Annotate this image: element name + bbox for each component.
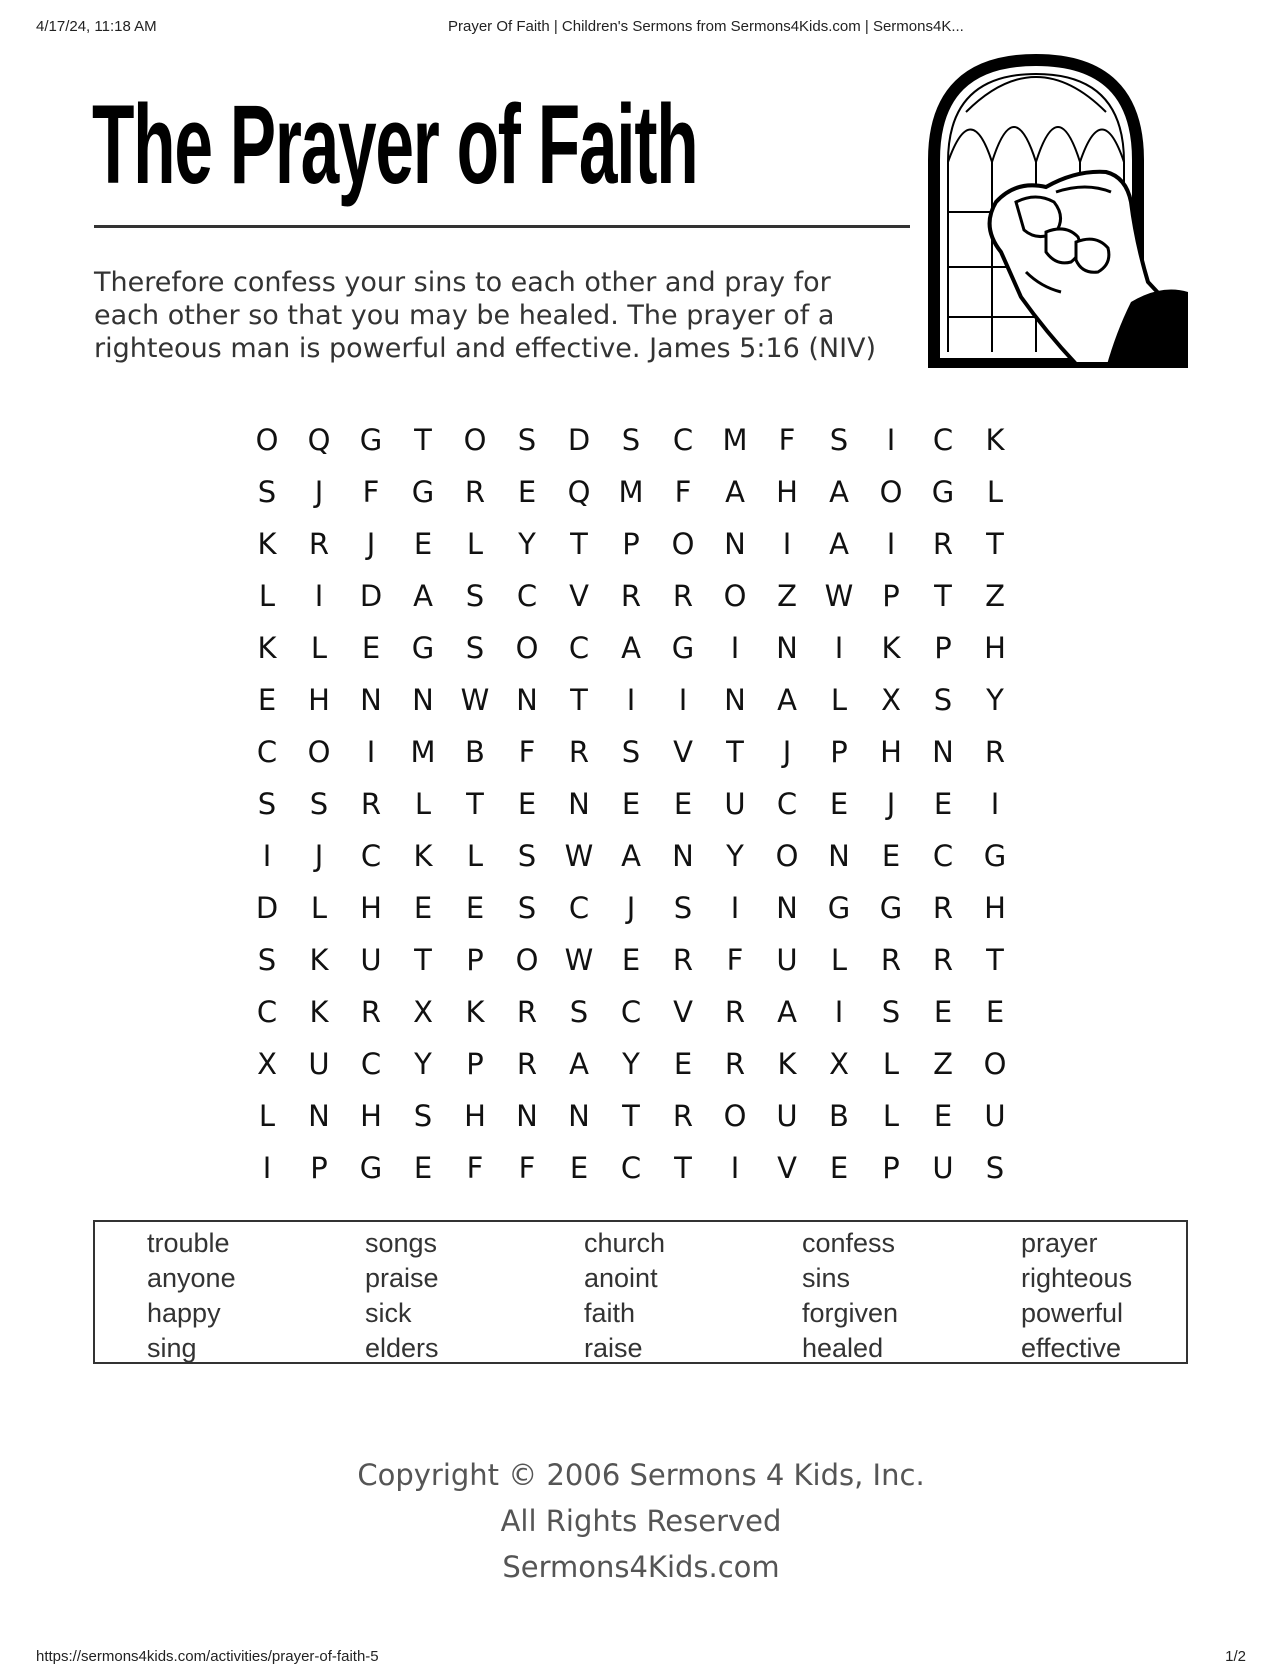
grid-letter: L	[258, 1099, 276, 1133]
grid-letter: S	[517, 891, 537, 925]
grid-letter: T	[674, 1151, 692, 1185]
grid-letter: C	[932, 839, 954, 873]
grid-letter: W	[824, 579, 854, 613]
grid-letter: O	[723, 579, 747, 613]
grid-letter: P	[882, 579, 900, 613]
grid-row	[253, 1038, 1033, 1090]
grid-letter: Q	[567, 475, 591, 509]
grid-letter: S	[933, 683, 953, 717]
grid-letter: S	[309, 787, 329, 821]
grid-letter: R	[308, 527, 330, 561]
grid-letter: E	[933, 787, 953, 821]
grid-letter: I	[262, 839, 272, 873]
grid-letter: G	[983, 839, 1007, 873]
grid-letter: E	[829, 1151, 849, 1185]
word-bank	[93, 1220, 1188, 1364]
grid-letter: N	[932, 735, 954, 769]
grid-letter: J	[626, 891, 636, 925]
grid-letter: Z	[933, 1047, 953, 1081]
grid-letter: A	[829, 527, 849, 561]
grid-letter: R	[516, 995, 538, 1029]
grid-letter: S	[673, 891, 693, 925]
grid-letter: O	[515, 943, 539, 977]
word-bank-word: prayer	[1021, 1228, 1098, 1258]
grid-letter: G	[879, 891, 903, 925]
grid-letter: T	[570, 527, 588, 561]
grid-letter: C	[568, 891, 590, 925]
grid-letter: E	[621, 943, 641, 977]
grid-letter: L	[882, 1099, 900, 1133]
grid-letter: T	[726, 735, 744, 769]
word-bank-word: happy	[147, 1298, 221, 1328]
grid-letter: S	[985, 1151, 1005, 1185]
grid-letter: A	[777, 995, 797, 1029]
grid-letter: G	[671, 631, 695, 665]
grid-letter: F	[466, 1151, 484, 1185]
grid-letter: L	[986, 475, 1004, 509]
grid-letter: E	[881, 839, 901, 873]
grid-letter: P	[934, 631, 952, 665]
word-bank-word: trouble	[147, 1228, 230, 1258]
word-bank-column	[147, 1226, 236, 1366]
grid-letter: S	[621, 735, 641, 769]
grid-letter: R	[620, 579, 642, 613]
grid-letter: A	[725, 475, 745, 509]
grid-letter: O	[255, 423, 279, 457]
grid-letter: U	[360, 943, 382, 977]
grid-letter: E	[673, 1047, 693, 1081]
grid-letter: G	[359, 423, 383, 457]
grid-letter: M	[618, 475, 644, 509]
grid-row	[253, 830, 1033, 882]
grid-row	[253, 726, 1033, 778]
grid-row	[253, 414, 1033, 466]
grid-letter: O	[879, 475, 903, 509]
worksheet-title: The Prayer of Faith	[92, 82, 698, 207]
grid-letter: A	[569, 1047, 589, 1081]
grid-letter: S	[257, 475, 277, 509]
grid-letter: H	[464, 1099, 486, 1133]
grid-letter: R	[724, 1047, 746, 1081]
grid-row	[253, 570, 1033, 622]
word-bank-word: healed	[802, 1333, 884, 1363]
grid-letter: S	[257, 943, 277, 977]
grid-letter: I	[730, 1151, 740, 1185]
grid-letter: F	[778, 423, 796, 457]
grid-letter: E	[829, 787, 849, 821]
grid-letter: R	[464, 475, 486, 509]
grid-letter: N	[568, 1099, 590, 1133]
grid-letter: R	[932, 527, 954, 561]
print-footer	[36, 1648, 1246, 1668]
grid-row	[253, 518, 1033, 570]
grid-letter: E	[257, 683, 277, 717]
grid-letter: S	[517, 423, 537, 457]
grid-letter: C	[932, 423, 954, 457]
praying-hands-window-illustration	[926, 52, 1190, 368]
grid-letter: T	[414, 943, 432, 977]
grid-letter: A	[621, 839, 641, 873]
grid-letter: R	[932, 891, 954, 925]
grid-letter: E	[621, 787, 641, 821]
grid-letter: V	[569, 579, 589, 613]
grid-letter: W	[564, 943, 594, 977]
word-bank-word: faith	[584, 1298, 636, 1328]
word-search-grid	[253, 414, 1033, 1194]
grid-row	[253, 674, 1033, 726]
grid-letter: F	[518, 1151, 536, 1185]
print-page-title: Prayer Of Faith | Children's Sermons from Sermons4Kids.com | Sermons4K...	[448, 18, 964, 35]
grid-letter: A	[413, 579, 433, 613]
grid-letter: R	[880, 943, 902, 977]
grid-letter: L	[466, 527, 484, 561]
grid-letter: N	[516, 683, 538, 717]
grid-letter: P	[466, 943, 484, 977]
word-bank-column	[584, 1226, 665, 1366]
grid-letter: K	[309, 943, 329, 977]
word-bank-column	[802, 1226, 898, 1366]
grid-letter: J	[886, 787, 896, 821]
grid-letter: N	[412, 683, 434, 717]
grid-letter: I	[730, 891, 740, 925]
grid-letter: S	[517, 839, 537, 873]
word-bank-word: righteous	[1021, 1263, 1133, 1293]
grid-letter: V	[673, 995, 693, 1029]
grid-letter: L	[310, 631, 328, 665]
grid-letter: J	[782, 735, 792, 769]
word-bank-word: songs	[365, 1228, 438, 1258]
grid-letter: J	[314, 839, 324, 873]
grid-letter: K	[777, 1047, 797, 1081]
grid-letter: I	[990, 787, 1000, 821]
grid-letter: G	[359, 1151, 383, 1185]
grid-letter: Q	[307, 423, 331, 457]
grid-letter: P	[882, 1151, 900, 1185]
grid-letter: C	[776, 787, 798, 821]
grid-letter: C	[568, 631, 590, 665]
grid-letter: C	[620, 995, 642, 1029]
grid-row	[253, 778, 1033, 830]
grid-letter: K	[413, 839, 433, 873]
grid-letter: O	[983, 1047, 1007, 1081]
grid-letter: Y	[518, 527, 536, 561]
grid-letter: E	[413, 1151, 433, 1185]
grid-letter: U	[776, 943, 798, 977]
grid-letter: R	[360, 995, 382, 1029]
grid-letter: H	[308, 683, 330, 717]
grid-letter: I	[678, 683, 688, 717]
grid-letter: T	[934, 579, 952, 613]
word-bank-word: anyone	[147, 1263, 236, 1293]
grid-letter: E	[569, 1151, 589, 1185]
grid-letter: E	[933, 995, 953, 1029]
grid-letter: H	[360, 1099, 382, 1133]
word-bank-word: sins	[802, 1263, 851, 1293]
grid-letter: G	[411, 475, 435, 509]
grid-letter: U	[984, 1099, 1006, 1133]
grid-letter: O	[775, 839, 799, 873]
grid-letter: U	[932, 1151, 954, 1185]
grid-letter: D	[255, 891, 279, 925]
grid-letter: E	[465, 891, 485, 925]
grid-letter: O	[307, 735, 331, 769]
grid-letter: L	[466, 839, 484, 873]
grid-letter: T	[570, 683, 588, 717]
grid-letter: E	[517, 787, 537, 821]
grid-letter: T	[986, 943, 1004, 977]
word-bank-word: raise	[584, 1333, 643, 1363]
grid-letter: O	[515, 631, 539, 665]
grid-letter: R	[932, 943, 954, 977]
grid-letter: Y	[726, 839, 744, 873]
grid-letter: I	[626, 683, 636, 717]
grid-letter: A	[621, 631, 641, 665]
grid-letter: I	[730, 631, 740, 665]
grid-letter: R	[568, 735, 590, 769]
grid-letter: R	[672, 1099, 694, 1133]
grid-letter: C	[256, 995, 278, 1029]
grid-letter: E	[985, 995, 1005, 1029]
grid-letter: I	[314, 579, 324, 613]
grid-letter: L	[414, 787, 432, 821]
grid-row	[253, 466, 1033, 518]
grid-letter: O	[463, 423, 487, 457]
grid-letter: E	[517, 475, 537, 509]
grid-letter: X	[257, 1047, 277, 1081]
grid-letter: D	[359, 579, 383, 613]
grid-letter: U	[724, 787, 746, 821]
grid-letter: R	[360, 787, 382, 821]
grid-letter: N	[672, 839, 694, 873]
grid-letter: C	[360, 839, 382, 873]
grid-letter: H	[880, 735, 902, 769]
word-bank-word: sick	[365, 1298, 412, 1328]
grid-letter: X	[829, 1047, 849, 1081]
grid-letter: T	[622, 1099, 640, 1133]
grid-letter: T	[466, 787, 484, 821]
grid-letter: A	[829, 475, 849, 509]
copyright-line: Copyright © 2006 Sermons 4 Kids, Inc.	[357, 1458, 925, 1492]
grid-letter: G	[827, 891, 851, 925]
grid-letter: N	[308, 1099, 330, 1133]
grid-letter: O	[723, 1099, 747, 1133]
grid-letter: X	[413, 995, 433, 1029]
grid-letter: S	[621, 423, 641, 457]
grid-letter: P	[310, 1151, 328, 1185]
grid-letter: S	[881, 995, 901, 1029]
grid-letter: L	[830, 683, 848, 717]
grid-letter: I	[834, 631, 844, 665]
grid-letter: B	[829, 1099, 849, 1133]
grid-letter: G	[411, 631, 435, 665]
grid-letter: N	[724, 683, 746, 717]
grid-letter: K	[257, 527, 277, 561]
grid-letter: R	[984, 735, 1006, 769]
grid-letter: I	[782, 527, 792, 561]
grid-letter: N	[828, 839, 850, 873]
grid-letter: C	[672, 423, 694, 457]
grid-letter: S	[465, 631, 485, 665]
grid-letter: N	[360, 683, 382, 717]
grid-letter: Y	[414, 1047, 432, 1081]
grid-letter: C	[360, 1047, 382, 1081]
grid-letter: M	[410, 735, 436, 769]
grid-letter: L	[882, 1047, 900, 1081]
grid-letter: N	[776, 891, 798, 925]
grid-letter: S	[569, 995, 589, 1029]
word-bank-word: sing	[147, 1333, 197, 1363]
grid-letter: E	[413, 891, 433, 925]
grid-letter: I	[886, 423, 896, 457]
grid-row	[253, 934, 1033, 986]
grid-letter: H	[984, 631, 1006, 665]
grid-letter: F	[674, 475, 692, 509]
print-page-number: 1/2	[1225, 1648, 1246, 1665]
grid-letter: W	[564, 839, 594, 873]
grid-row	[253, 882, 1033, 934]
grid-letter: N	[568, 787, 590, 821]
grid-letter: L	[258, 579, 276, 613]
grid-letter: X	[881, 683, 901, 717]
grid-letter: P	[830, 735, 848, 769]
grid-letter: H	[360, 891, 382, 925]
grid-letter: E	[361, 631, 381, 665]
word-bank-word: anoint	[584, 1263, 658, 1293]
word-bank-column	[365, 1226, 439, 1366]
word-bank-word: forgiven	[802, 1298, 899, 1328]
grid-letter: N	[724, 527, 746, 561]
grid-letter: D	[567, 423, 591, 457]
grid-letter: L	[310, 891, 328, 925]
grid-letter: I	[366, 735, 376, 769]
rights-line: All Rights Reserved	[500, 1504, 782, 1538]
grid-letter: B	[465, 735, 485, 769]
grid-letter: C	[256, 735, 278, 769]
grid-letter: Y	[986, 683, 1004, 717]
grid-letter: E	[413, 527, 433, 561]
grid-row	[253, 622, 1033, 674]
grid-letter: K	[881, 631, 901, 665]
grid-letter: E	[673, 787, 693, 821]
word-bank-word: effective	[1021, 1333, 1122, 1363]
grid-letter: T	[414, 423, 432, 457]
grid-letter: K	[985, 423, 1005, 457]
grid-letter: H	[776, 475, 798, 509]
grid-row	[253, 1142, 1033, 1194]
grid-letter: S	[829, 423, 849, 457]
grid-letter: I	[834, 995, 844, 1029]
grid-letter: K	[309, 995, 329, 1029]
verse-line: Therefore confess your sins to each other and pray for	[94, 267, 831, 298]
grid-letter: A	[777, 683, 797, 717]
word-bank-word: confess	[802, 1228, 896, 1258]
grid-letter: S	[413, 1099, 433, 1133]
grid-letter: N	[776, 631, 798, 665]
grid-letter: R	[516, 1047, 538, 1081]
grid-letter: U	[308, 1047, 330, 1081]
grid-letter: Z	[777, 579, 797, 613]
grid-row	[253, 1090, 1033, 1142]
website-line: Sermons4Kids.com	[502, 1550, 780, 1584]
grid-letter: F	[726, 943, 744, 977]
grid-letter: Y	[622, 1047, 640, 1081]
grid-letter: R	[724, 995, 746, 1029]
title-divider	[94, 225, 910, 228]
grid-letter: F	[362, 475, 380, 509]
print-header	[36, 18, 1246, 38]
grid-letter: J	[314, 475, 324, 509]
grid-letter: O	[671, 527, 695, 561]
grid-letter: S	[257, 787, 277, 821]
verse-line: each other so that you may be healed. The prayer of a	[94, 300, 835, 331]
grid-letter: T	[986, 527, 1004, 561]
grid-letter: R	[672, 943, 694, 977]
grid-letter: E	[933, 1099, 953, 1133]
grid-letter: U	[776, 1099, 798, 1133]
grid-letter: H	[984, 891, 1006, 925]
grid-letter: C	[620, 1151, 642, 1185]
grid-letter: F	[518, 735, 536, 769]
grid-letter: S	[465, 579, 485, 613]
bible-verse	[94, 266, 914, 365]
copyright-notice	[0, 1452, 1282, 1590]
grid-letter: V	[673, 735, 693, 769]
grid-letter: M	[722, 423, 748, 457]
grid-letter: G	[931, 475, 955, 509]
print-url: https://sermons4kids.com/activities/prayer-of-faith-5	[36, 1648, 379, 1665]
word-bank-column	[1021, 1226, 1132, 1366]
grid-letter: K	[257, 631, 277, 665]
grid-letter: J	[366, 527, 376, 561]
grid-letter: L	[830, 943, 848, 977]
grid-letter: I	[886, 527, 896, 561]
grid-letter: W	[460, 683, 490, 717]
print-datetime: 4/17/24, 11:18 AM	[36, 18, 157, 35]
word-bank-word: powerful	[1021, 1298, 1124, 1328]
grid-letter: K	[465, 995, 485, 1029]
word-bank-word: praise	[365, 1263, 439, 1293]
grid-letter: R	[672, 579, 694, 613]
word-bank-word: church	[584, 1228, 666, 1258]
grid-letter: P	[622, 527, 640, 561]
grid-letter: I	[262, 1151, 272, 1185]
grid-letter: Z	[985, 579, 1005, 613]
word-bank-word: elders	[365, 1333, 439, 1363]
grid-letter: V	[777, 1151, 797, 1185]
grid-row	[253, 986, 1033, 1038]
grid-letter: C	[516, 579, 538, 613]
verse-line: righteous man is powerful and effective. James 5:16 (NIV)	[94, 333, 877, 364]
grid-letter: P	[466, 1047, 484, 1081]
grid-letter: N	[516, 1099, 538, 1133]
